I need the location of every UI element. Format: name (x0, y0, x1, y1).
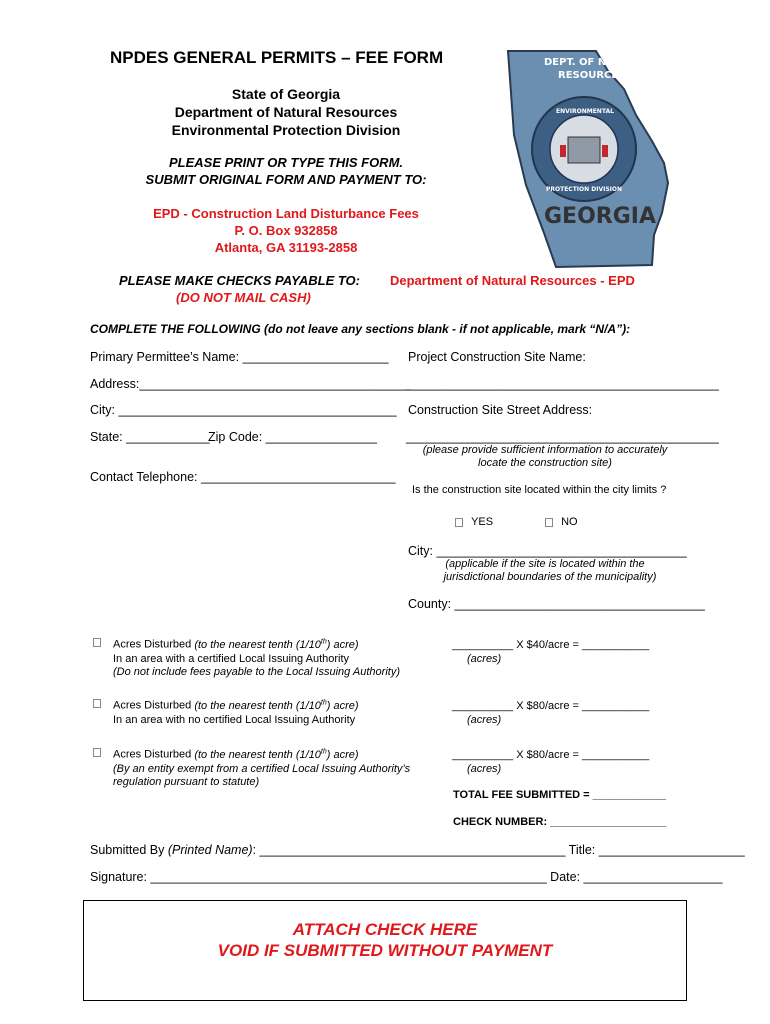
seal-georgia-text: GEORGIA (544, 204, 656, 229)
check-number-field[interactable]: CHECK NUMBER: ___________________ (453, 816, 667, 828)
fee-row-2-title: Acres Disturbed (to the nearest tenth (1/10th) acre) (113, 699, 359, 712)
mail-address-line-2: P. O. Box 932858 (234, 223, 338, 238)
site-note-1: (please provide sufficient information to accurately (422, 444, 668, 456)
fee-row-3-desc-2: regulation pursuant to statute) (113, 776, 260, 788)
agency-division: Environmental Protection Division (171, 122, 401, 138)
fee-row-3-desc-1: (By an entity exempt from a certified Local Issuing Authority’s (113, 763, 411, 775)
fee-row-2-calc[interactable]: __________ X $80/acre = ___________ (452, 700, 650, 712)
no-label: NO (561, 516, 578, 528)
attach-check-text: ATTACH CHECK HERE (292, 920, 478, 939)
fee-row-3-title: Acres Disturbed (to the nearest tenth (1/10th) acre) (113, 748, 359, 761)
contact-telephone-field[interactable]: Contact Telephone: ____________________________ (90, 470, 396, 484)
fee-row-2-desc-1: In an area with no certified Local Issuing Authority (113, 714, 356, 726)
zip-code-field[interactable]: Zip Code: ________________ (208, 430, 377, 444)
no-checkbox[interactable] (545, 518, 553, 527)
payable-label: PLEASE MAKE CHECKS PAYABLE TO: (119, 273, 361, 288)
permittee-name-field[interactable]: Primary Permittee’s Name: _____________________ (90, 350, 389, 364)
signature-date-field[interactable]: Signature: _________________________________________________________ Date: ____________________ (90, 870, 723, 884)
seal-ring-top-text: ENVIRONMENTAL (556, 108, 614, 115)
seal-ring-bottom-text: PROTECTION DIVISION (546, 186, 623, 193)
no-option[interactable] (545, 516, 578, 528)
state-field[interactable]: State: ____________ (90, 430, 210, 444)
fee-row-1-desc-1: In an area with a certified Local Issuing Authority (113, 653, 350, 665)
fee-row-1-calc[interactable]: __________ X $40/acre = ___________ (452, 639, 650, 651)
instruction-submit: SUBMIT ORIGINAL FORM AND PAYMENT TO: (145, 172, 427, 187)
site-note-2: locate the construction site) (478, 457, 612, 469)
fee-row-1-acres-unit: (acres) (467, 653, 502, 665)
fee-row-2-acres-unit: (acres) (467, 714, 502, 726)
seal-top-text-1: DEPT. OF NATURAL (544, 57, 650, 68)
instruction-print: PLEASE PRINT OR TYPE THIS FORM. (168, 155, 404, 170)
georgia-dnr-seal (496, 45, 676, 275)
site-street-label: Construction Site Street Address: (408, 403, 593, 417)
city-note-2: jurisdictional boundaries of the municipality) (443, 571, 657, 583)
flag-left-icon (560, 145, 566, 157)
total-fee-field[interactable]: TOTAL FEE SUBMITTED = ____________ (453, 789, 667, 801)
fee-row-1-desc-2: (Do not include fees payable to the Local Issuing Authority) (113, 666, 400, 678)
site-name-label: Project Construction Site Name: (408, 350, 586, 364)
site-name-field[interactable]: _____________________________________________ (406, 377, 719, 391)
seal-top-text-2: RESOURCES (558, 70, 626, 81)
complete-instructions: COMPLETE THE FOLLOWING (do not leave any sections blank - if not applicable, mark “N/A”): (90, 322, 631, 336)
form-title: NPDES GENERAL PERMITS – FEE FORM (110, 48, 444, 67)
flag-right-icon (602, 145, 608, 157)
site-city-field[interactable]: City: ____________________________________ (408, 544, 687, 558)
agency-state: State of Georgia (231, 86, 341, 102)
fee-row-3-calc[interactable]: __________ X $80/acre = ___________ (452, 749, 650, 761)
yes-option[interactable] (455, 516, 493, 528)
payable-to: Department of Natural Resources - EPD (390, 273, 635, 288)
yes-label: YES (471, 516, 494, 528)
city-limits-question: Is the construction site located within the city limits ? (412, 484, 667, 496)
fee-row-1-checkbox[interactable] (93, 638, 101, 647)
fee-row-3-acres-unit: (acres) (467, 763, 502, 775)
no-cash-notice: (DO NOT MAIL CASH) (176, 290, 311, 305)
city-note-1: (applicable if the site is located within the (445, 558, 645, 570)
agency-department: Department of Natural Resources (174, 104, 398, 120)
address-field[interactable]: Address:_______________________________________ (90, 377, 411, 391)
mail-address-line-1: EPD - Construction Land Disturbance Fees (153, 206, 419, 221)
void-notice-text: VOID IF SUBMITTED WITHOUT PAYMENT (217, 941, 553, 960)
attach-check-box (83, 900, 687, 1001)
fee-row-1-title: Acres Disturbed (to the nearest tenth (1/10th) acre) (113, 638, 359, 651)
fee-row-3-checkbox[interactable] (93, 748, 101, 757)
yes-checkbox[interactable] (455, 518, 463, 527)
county-field[interactable]: County: ____________________________________ (408, 597, 705, 611)
site-street-field[interactable]: _____________________________________________ (406, 430, 719, 444)
fee-row-2-checkbox[interactable] (93, 699, 101, 708)
submitted-by-field[interactable]: Submitted By (Printed Name): ____________________________________________ Title: _____________________ (90, 843, 745, 857)
arch-icon (568, 137, 600, 163)
city-field[interactable]: City: ________________________________________ (90, 403, 397, 417)
mail-address-line-3: Atlanta, GA 31193-2858 (214, 240, 358, 255)
